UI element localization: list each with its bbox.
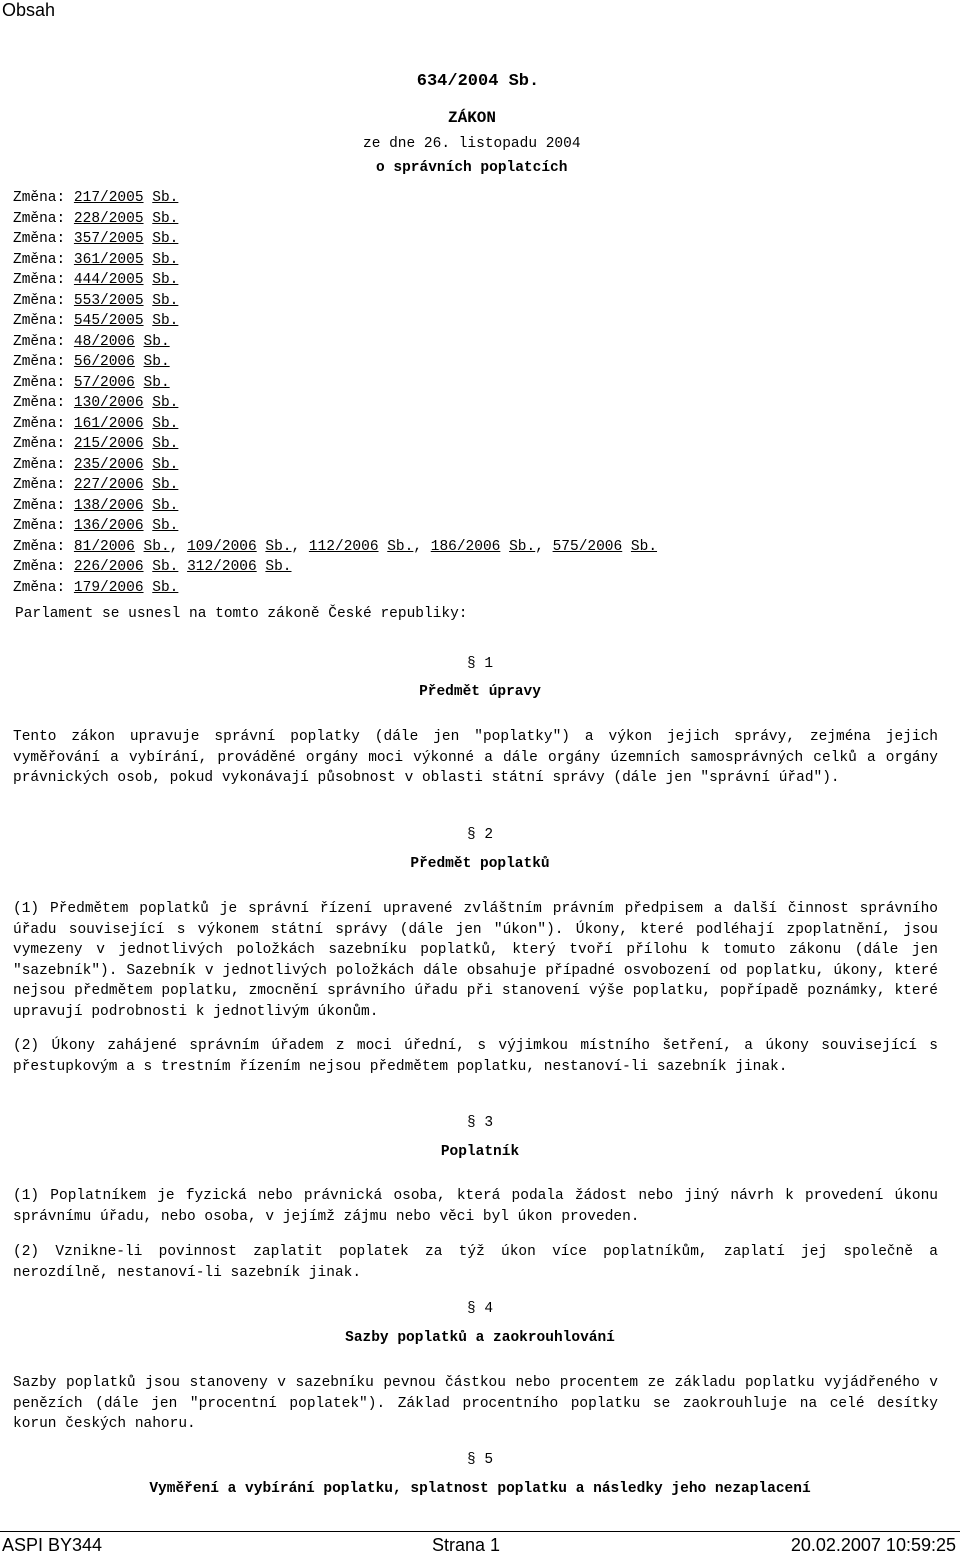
amendment-number-link[interactable]: 215/2006: [73, 436, 144, 452]
amendment-number-link[interactable]: 186/2006: [430, 538, 501, 555]
amendment-label: Změna:: [13, 354, 66, 370]
amendment-separator: [178, 559, 187, 575]
section-4-title: Sazby poplatků a zaokrouhlování: [345, 1330, 615, 1346]
amendment-collection-link[interactable]: Sb.: [143, 354, 170, 370]
footer-timestamp: 20.02.2007 10:59:25: [790, 1535, 956, 1555]
amendment-number-link[interactable]: 109/2006: [187, 538, 257, 555]
amendment-number-link[interactable]: 57/2006: [73, 374, 135, 391]
amendment-collection-link[interactable]: Sb.: [152, 313, 179, 329]
amendment-collection-link[interactable]: Sb.: [630, 538, 658, 555]
amendment-number-link[interactable]: 227/2006: [73, 477, 144, 493]
section-2-symbol: § 2: [466, 827, 494, 843]
amendment-collection-link[interactable]: Sb.: [152, 190, 179, 206]
amendment-line: [13, 475, 657, 496]
amendment-number-link[interactable]: 444/2005: [73, 272, 144, 288]
section-4-symbol: § 4: [466, 1301, 494, 1317]
amendment-collection-link[interactable]: Sb.: [152, 395, 179, 411]
amendment-line: [13, 209, 657, 230]
amendment-number-link[interactable]: 112/2006: [308, 538, 379, 555]
amendment-number-link[interactable]: 217/2005: [73, 190, 144, 206]
amendment-number-link[interactable]: 130/2006: [73, 395, 144, 411]
law-number-text: 634/2004 Sb.: [416, 72, 540, 91]
amendment-collection-link[interactable]: Sb.: [265, 538, 292, 555]
amendment-collection-link[interactable]: Sb.: [387, 538, 414, 555]
amendment-number-link[interactable]: 81/2006: [73, 538, 135, 555]
amendment-line: [13, 188, 657, 209]
amendment-label: Změna:: [13, 210, 66, 227]
amendment-label: Změna:: [13, 272, 66, 288]
amendment-collection-link[interactable]: Sb.: [152, 477, 179, 493]
toc-link[interactable]: Obsah: [2, 0, 56, 20]
section-3-paragraph-1: (1) Poplatníkem je fyzická nebo právnická osoba, která podala žádost nebo jiný návrh k provedení úkonu správnímu úřadu, nebo osoba, v jejímž zájmu nebo věci byl úkon proveden.: [13, 1188, 938, 1225]
amendment-label: Změna:: [13, 477, 66, 493]
amendment-line: [13, 250, 657, 271]
amendment-label: Změna:: [13, 231, 66, 247]
section-3-paragraph-2: (2) Vznikne-li povinnost zaplatit poplatek za týž úkon více poplatníkům, zaplatí jej společně a nerozdílně, nestanoví-li sazebník jinak.: [13, 1244, 938, 1281]
amendment-collection-link[interactable]: Sb.: [143, 333, 170, 350]
amendment-line: [13, 414, 657, 435]
amendment-collection-link[interactable]: Sb.: [152, 415, 179, 432]
amendment-collection-link[interactable]: Sb.: [265, 559, 292, 575]
amendment-separator: ,: [413, 538, 431, 555]
amendment-collection-link[interactable]: Sb.: [152, 292, 179, 309]
amendment-collection-link[interactable]: Sb.: [152, 272, 179, 288]
section-3-title: Poplatník: [440, 1144, 520, 1160]
section-1-paragraph: Tento zákon upravuje správní poplatky (dále jen "poplatky") a výkon jejich správy, zejména jejich vyměřování a vybírání, prováděné orgány moci výkonné a dále orgány územních samosprávných celků a orgány právnických osob, pokud vykonávají působnost v oblasti státní správy (dále jen "správní úřad").: [13, 729, 938, 786]
amendment-number-link[interactable]: 161/2006: [73, 415, 144, 432]
amendment-line: [13, 229, 657, 250]
amendment-label: Změna:: [13, 333, 66, 350]
section-2-paragraph-2: (2) Úkony zahájené správním úřadem z moci úřední, s výjimkou místního šetření, a úkony související s přestupkovým a s trestním řízením nejsou předmětem poplatku, nestanoví-li sazebník jinak.: [13, 1038, 938, 1075]
amendment-label: Změna:: [13, 538, 66, 555]
amendment-collection-link[interactable]: Sb.: [152, 579, 179, 596]
amendment-collection-link[interactable]: Sb.: [152, 251, 179, 268]
amendment-number-link[interactable]: 56/2006: [73, 354, 135, 370]
amendment-line: [13, 332, 657, 353]
amendment-collection-link[interactable]: Sb.: [152, 518, 179, 534]
amendment-separator: ,: [291, 538, 309, 555]
amendment-number-link[interactable]: 136/2006: [73, 518, 144, 534]
amendment-label: Změna:: [13, 579, 66, 596]
preamble: Parlament se usnesl na tomto zákoně České republiky:: [15, 606, 468, 622]
section-5-symbol: § 5: [466, 1452, 494, 1468]
amendment-line: [13, 434, 657, 455]
amendment-line: [13, 393, 657, 414]
amendment-collection-link[interactable]: Sb.: [152, 210, 179, 227]
amendment-line: [13, 578, 657, 599]
section-3-symbol: § 3: [466, 1115, 494, 1131]
amendments-list: [13, 188, 657, 598]
amendment-line: [13, 373, 657, 394]
footer-page-number: Strana 1: [432, 1535, 501, 1555]
amendment-line: [13, 291, 657, 312]
footer-divider: [0, 1531, 960, 1532]
amendment-label: Změna:: [13, 251, 66, 268]
amendment-separator: ,: [169, 538, 188, 555]
amendment-collection-link[interactable]: Sb.: [509, 538, 536, 555]
amendment-number-link[interactable]: 361/2005: [73, 251, 144, 268]
amendment-separator: ,: [535, 538, 553, 555]
amendment-label: Změna:: [13, 190, 66, 206]
amendment-label: Změna:: [13, 313, 66, 329]
amendment-label: Změna:: [13, 497, 66, 514]
amendment-collection-link[interactable]: Sb.: [152, 231, 179, 247]
amendment-line: [13, 537, 657, 558]
amendment-number-link[interactable]: 228/2005: [73, 210, 144, 227]
amendment-collection-link[interactable]: Sb.: [152, 559, 179, 575]
amendment-number-link[interactable]: 545/2005: [73, 313, 144, 329]
document-kind: ZÁKON: [448, 109, 497, 127]
amendment-number-link[interactable]: 575/2006: [552, 538, 623, 555]
section-2-title: Předmět poplatků: [410, 856, 550, 872]
amendment-number-link[interactable]: 357/2005: [73, 231, 144, 247]
page-footer: [0, 1535, 960, 1555]
amendment-label: Změna:: [13, 374, 66, 391]
amendment-line: [13, 557, 657, 578]
amendment-label: Změna:: [13, 395, 66, 411]
amendment-collection-link[interactable]: Sb.: [143, 374, 170, 391]
amendment-collection-link[interactable]: Sb.: [152, 436, 179, 452]
law-number: [0, 72, 960, 91]
amendment-number-link[interactable]: 226/2006: [73, 559, 144, 575]
amendment-line: [13, 516, 657, 537]
amendment-number-link[interactable]: 138/2006: [73, 497, 144, 514]
section-1-title: Předmět úpravy: [419, 684, 541, 700]
enactment-date: ze dne 26. listopadu 2004: [363, 136, 581, 152]
law-subject: o správních poplatcích: [376, 160, 568, 176]
amendment-collection-link[interactable]: Sb.: [152, 456, 179, 473]
amendment-label: Změna:: [13, 518, 66, 534]
amendment-line: [13, 311, 657, 332]
amendment-label: Změna:: [13, 415, 66, 432]
amendment-line: [13, 270, 657, 291]
section-4-paragraph: Sazby poplatků jsou stanoveny v sazebníku pevnou částkou nebo procentem ze základu poplatku vyjádřeného v penězích (dále jen "procentní poplatek"). Základ procentního poplatku se zaokrouhluje na celé desítky korun českých nahoru.: [13, 1375, 938, 1432]
amendment-line: [13, 455, 657, 476]
amendment-number-link[interactable]: 48/2006: [73, 333, 135, 350]
amendment-label: Změna:: [13, 456, 66, 473]
section-5-title: Vyměření a vybírání poplatku, splatnost poplatku a následky jeho nezaplacení: [149, 1481, 811, 1497]
amendment-line: [13, 496, 657, 517]
section-1-symbol: § 1: [466, 656, 494, 672]
section-2-paragraph-1: (1) Předmětem poplatků je správní řízení upravené zvláštním právním předpisem a další činnost správního úřadu související s výkonem státní správy (dále jen "úkon"). Úkony, které podléhají zpoplatnění, jsou vymezeny v jednotlivých položkách sazebníku poplatků, který tvoří přílohu k tomuto zákonu (dále jen "sazebník"). Sazebník v jednotlivých položkách dále obsahuje případné osvobození od poplatku, úkony, které nejsou předmětem poplatku, zmocnění správního úřadu při stanovení výše poplatku, popřípadě poznámky, které upravují podrobnosti k jednotlivým úkonům.: [13, 901, 938, 1020]
amendment-collection-link[interactable]: Sb.: [143, 538, 170, 555]
amendment-label: Změna:: [13, 436, 66, 452]
amendment-line: [13, 352, 657, 373]
amendment-number-link[interactable]: 235/2006: [73, 456, 144, 473]
amendment-number-link[interactable]: 179/2006: [73, 579, 144, 596]
amendment-collection-link[interactable]: Sb.: [152, 497, 179, 514]
amendment-label: Změna:: [13, 292, 66, 309]
footer-source: ASPI BY344: [2, 1535, 103, 1555]
amendment-label: Změna:: [13, 559, 66, 575]
amendment-number-link[interactable]: 312/2006: [187, 559, 257, 575]
amendment-number-link[interactable]: 553/2005: [73, 292, 144, 309]
